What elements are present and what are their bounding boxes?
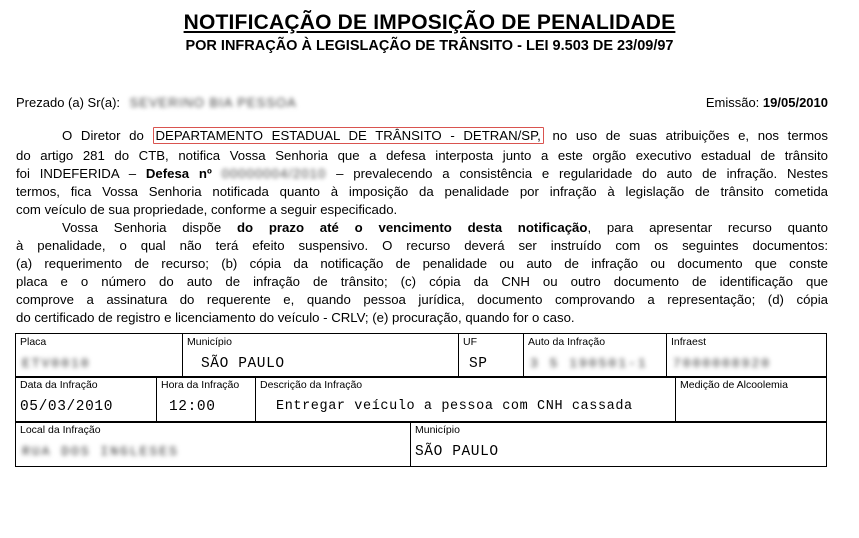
municipio-value: SÃO PAULO — [201, 356, 285, 372]
defesa-number-redacted: 00000004/2010 — [221, 166, 327, 181]
local-cell: Local da Infração RUA DOS INGLESES — [16, 422, 411, 467]
descricao-value: Entregar veículo a pessoa com CNH cassada — [276, 399, 633, 414]
auto-value-redacted: 3 5 190501-1 — [530, 356, 648, 371]
paragraph2-line5: comprove a assinatura do requerente e, quando pessoa jurídica, documento comprovando a representação; (d) cópia — [16, 292, 828, 307]
placa-value-redacted: ETV0010 — [22, 356, 91, 371]
auto-cell: Auto da Infração 3 5 190501-1 — [524, 334, 667, 378]
detran-highlight: DEPARTAMENTO ESTADUAL DE TRÂNSITO - DETRAN/SP, — [153, 127, 544, 144]
paragraph2-line3: (a) requerimento de recurso; (b) cópia da notificação de penalidade ou auto de infração ou documento que conste — [16, 256, 828, 271]
paragraph1-line3: foi INDEFERIDA – Defesa nº 00000004/2010 – prevalecendo a consistência e regularidade do auto de infração. Nestes — [16, 166, 828, 181]
paragraph2-line6: do certificado de registro e licenciamento do veículo - CRLV; (e) procuração, quando for o caso. — [16, 310, 575, 325]
paragraph1-line1: O Diretor do DEPARTAMENTO ESTADUAL DE TRÂNSITO - DETRAN/SP, no uso de suas atribuições e, nos termos — [62, 128, 828, 143]
paragraph2-line2: à penalidade, o qual não terá efeito suspensivo. O recurso deverá ser instruído com os seguintes documentos: — [16, 238, 828, 253]
municipio2-value: SÃO PAULO — [415, 444, 499, 460]
infraction-table-row1 — [15, 333, 827, 378]
hora-value: 12:00 — [169, 399, 216, 415]
emission-date: 19/05/2010 — [762, 95, 828, 110]
greeting-label: Prezado (a) Sr(a): — [16, 95, 121, 110]
infraest-cell: Infraest 7000008920 — [667, 334, 827, 378]
data-cell: Data da Infração 05/03/2010 — [16, 377, 157, 423]
infraction-table-row3 — [15, 421, 827, 467]
municipio-cell: Município SÃO PAULO — [183, 334, 459, 378]
paragraph1-line4: termos, fica Vossa Senhoria notificada quanto à imposição da penalidade por infração à legislação de trânsito cometida — [16, 184, 828, 199]
greeting — [16, 94, 297, 112]
deadline-bold: do prazo até o vencimento desta notificação — [236, 220, 588, 235]
local-value-redacted: RUA DOS INGLESES — [22, 444, 179, 459]
paragraph1-line2: do artigo 281 do CTB, notifica Vossa Senhoria que a defesa interposta junto a este orgão executivo estadual de trânsito — [16, 148, 828, 163]
infraest-value-redacted: 7000008920 — [673, 356, 772, 371]
document-subtitle: POR INFRAÇÃO À LEGISLAÇÃO DE TRÂNSITO - LEI 9.503 DE 23/09/97 — [185, 38, 674, 54]
uf-cell: UF SP — [459, 334, 524, 378]
recipient-name-redacted: SEVERINO BIA PESSOA — [129, 95, 297, 110]
paragraph1-line5: com veículo de sua propriedade, conforme a seguir especificado. — [16, 202, 398, 217]
paragraph2-line1: Vossa Senhoria dispõe do prazo até o vencimento desta notificação, para apresentar recurso quanto — [62, 220, 828, 235]
uf-value: SP — [469, 356, 488, 372]
data-value: 05/03/2010 — [20, 399, 114, 415]
infraction-table-row2 — [15, 376, 827, 423]
alcoolemia-cell: Medição de Alcoolemia — [676, 377, 827, 423]
hora-cell: Hora da Infração 12:00 — [157, 377, 256, 423]
emission-label: Emissão: — [705, 95, 760, 110]
document-title: NOTIFICAÇÃO DE IMPOSIÇÃO DE PENALIDADE — [183, 11, 676, 34]
placa-cell: Placa ETV0010 — [16, 334, 183, 378]
defesa-label: Defesa nº — [145, 166, 212, 181]
municipio2-cell: Município SÃO PAULO — [411, 422, 827, 467]
emission — [706, 94, 828, 112]
descricao-cell: Descrição da Infração Entregar veículo a pessoa com CNH cassada — [256, 377, 676, 423]
paragraph2-line4: placa e o número do auto de infração de trânsito; (c) cópia da CNH ou outro documento de identificação que — [16, 274, 828, 289]
